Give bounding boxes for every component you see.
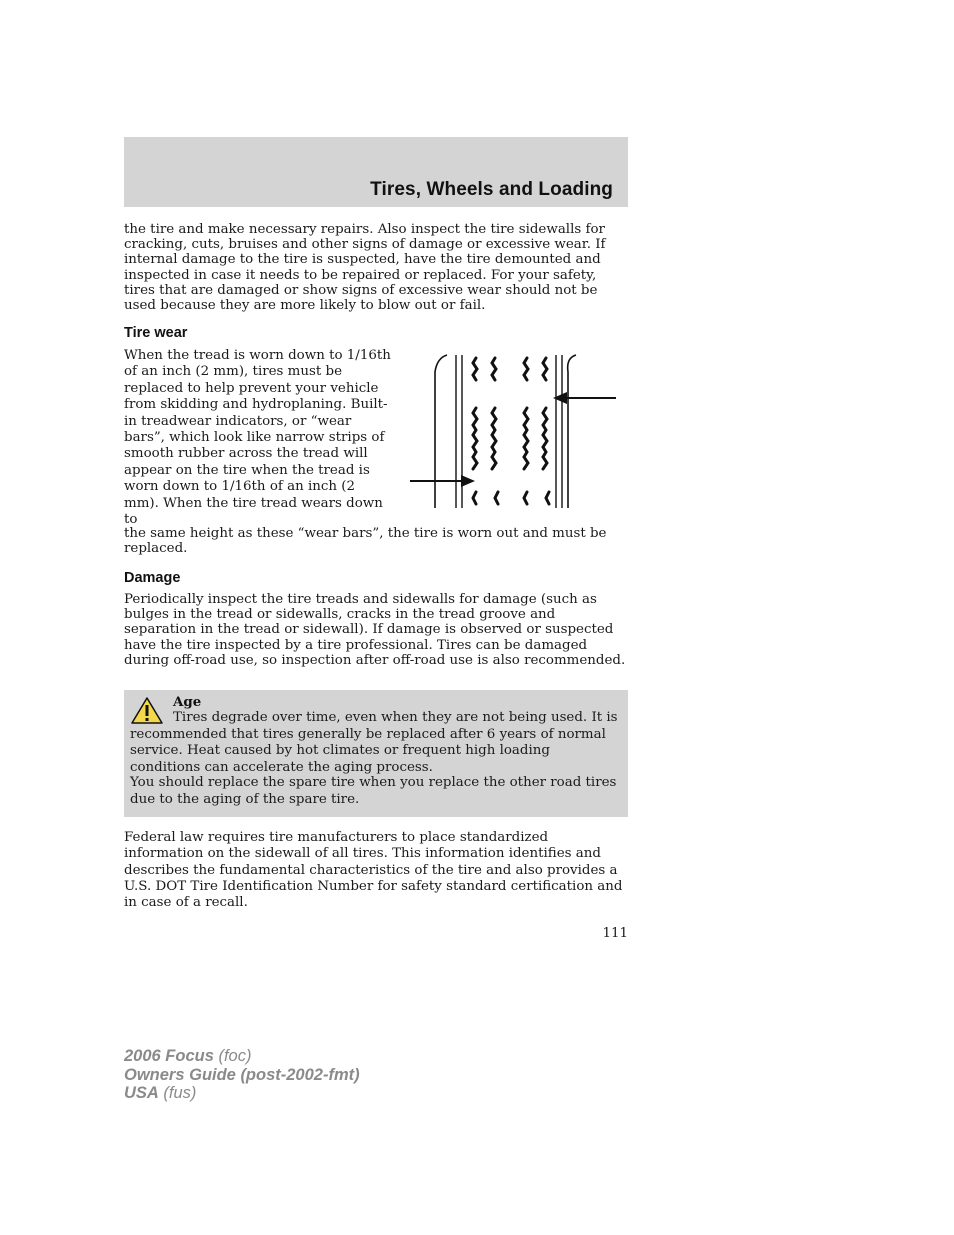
page-number: 111 bbox=[602, 926, 628, 941]
footer-line-guide bbox=[124, 1066, 360, 1085]
footer-market-code: (fus) bbox=[158, 1084, 197, 1102]
federal-law-paragraph: Federal law requires tire manufacturers to place standardized information on the sidewall of all tires. This information identifies and describes the fundamental characteristics of the tire and also provides a U.S. DOT Tire Identification Number for safety standard certification and in case of a recall. bbox=[124, 830, 623, 911]
tire-wear-heading: Tire wear bbox=[124, 325, 188, 341]
warning-box bbox=[124, 690, 628, 817]
damage-paragraph: Periodically inspect the tire treads and sidewalls for damage (such as bulges in the tread or sidewalls, cracks in the tread groove and separation in the tread or sidewall). If damage is observed or suspected have the tire inspected by a tire professional. Tires can be damaged during off-road use, so inspection after off-road use is also recommended. bbox=[124, 592, 626, 668]
warning-text: Tires degrade over time, even when they are not being used. It is recommended that tires generally be replaced after 6 years of normal service. Heat caused by hot climates or frequent high loading conditions can accelerate the aging process. bbox=[130, 710, 618, 775]
warning-text-spare: You should replace the spare tire when you replace the other road tires due to the aging of the spare tire. bbox=[130, 775, 617, 807]
footer-guide: Owners Guide (post-2002-fmt) bbox=[124, 1065, 360, 1084]
warning-title: Age bbox=[173, 694, 202, 710]
tire-wear-paragraph: When the tread is worn down to 1/16th of an inch (2 mm), tires must be replaced to help prevent your vehicle from skidding and hydroplaning. Built-in treadwear indicators, or “wear bars”, which look like narrow strips of smooth rubber across the tread will appear on the tire when the tread is worn down to 1/16th of an inch (2 mm). When the tire tread wears down to bbox=[124, 348, 391, 528]
footer-model: 2006 Focus bbox=[124, 1047, 214, 1065]
section-header-band bbox=[124, 137, 628, 207]
section-title: Tires, Wheels and Loading bbox=[370, 179, 613, 200]
intro-paragraph: the tire and make necessary repairs. Also inspect the tire sidewalls for cracking, cuts, bruises and other signs of damage or excessive wear. If internal damage to the tire is suspected, have the tire demounted and inspected in case it needs to be repaired or replaced. For your safety, tires that are damaged or show signs of excessive wear should not be used because they are more likely to blow out or fail. bbox=[124, 222, 606, 314]
footer-line-model bbox=[124, 1047, 360, 1066]
footer-model-code: (foc) bbox=[213, 1047, 252, 1065]
tread-wear-bar-illustration bbox=[405, 350, 620, 512]
tire-wear-paragraph-continued: the same height as these “wear bars”, the tire is worn out and must be replaced. bbox=[124, 526, 607, 557]
footer-market: USA bbox=[124, 1084, 159, 1102]
footer-line-market bbox=[124, 1084, 360, 1103]
damage-heading: Damage bbox=[124, 570, 181, 586]
document-footer bbox=[124, 1047, 360, 1103]
